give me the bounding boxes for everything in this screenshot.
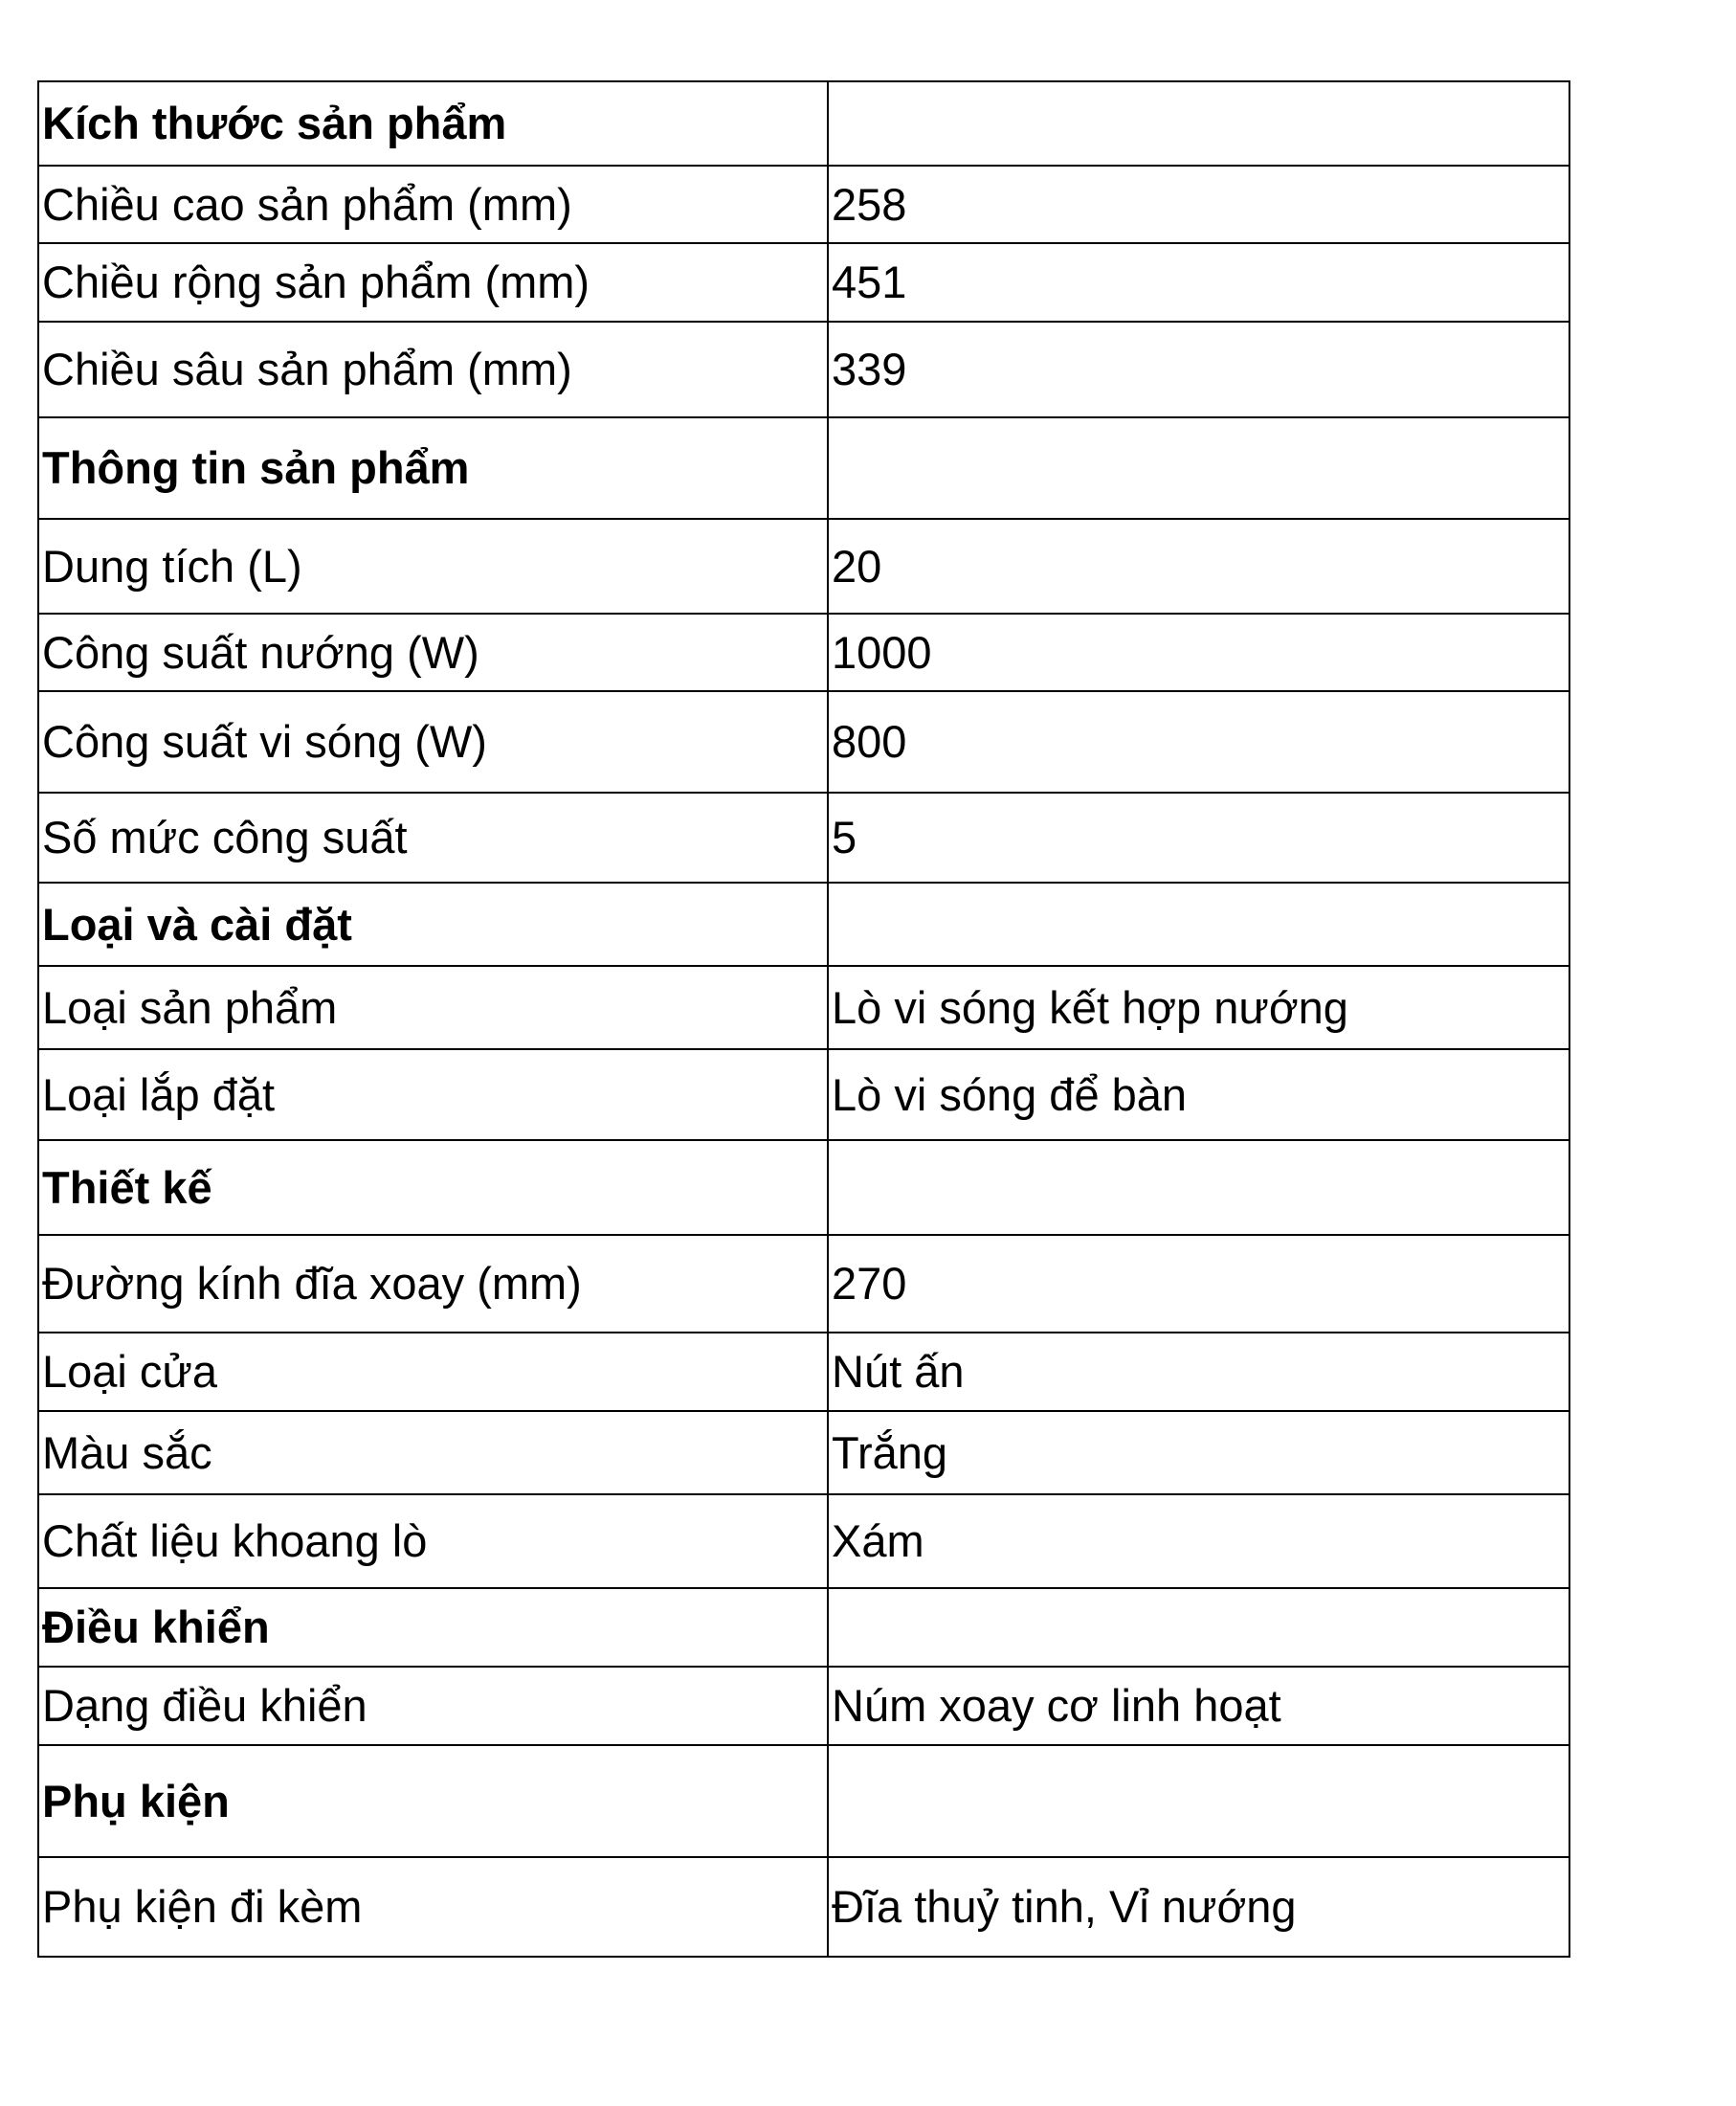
spec-row [38,243,1569,322]
spec-value: Trắng [828,1411,1569,1494]
spec-label: Chiều sâu sản phẩm (mm) [38,322,828,417]
spec-value: Núm xoay cơ linh hoạt [828,1667,1569,1745]
spec-label: Dạng điều khiển [38,1667,828,1745]
spec-label: Màu sắc [38,1411,828,1494]
spec-label: Chiều cao sản phẩm (mm) [38,166,828,243]
spec-row [38,1494,1569,1588]
spec-value: Nút ấn [828,1333,1569,1411]
section-header-row [38,1140,1569,1235]
spec-label: Phụ kiện đi kèm [38,1857,828,1957]
spec-table [37,80,1570,1958]
spec-row [38,1857,1569,1957]
spec-row [38,1411,1569,1494]
spec-row [38,614,1569,691]
section-empty-cell [828,417,1569,519]
section-title: Loại và cài đặt [38,883,828,966]
section-empty-cell [828,81,1569,166]
spec-label: Dung tích (L) [38,519,828,614]
spec-row [38,793,1569,883]
section-title: Thiết kế [38,1140,828,1235]
spec-row [38,691,1569,793]
spec-value: 800 [828,691,1569,793]
section-header-row [38,1588,1569,1667]
spec-row [38,1235,1569,1333]
section-title: Kích thước sản phẩm [38,81,828,166]
spec-value: 20 [828,519,1569,614]
spec-row [38,1333,1569,1411]
section-empty-cell [828,1588,1569,1667]
spec-label: Loại sản phẩm [38,966,828,1049]
spec-value: 258 [828,166,1569,243]
section-header-row [38,81,1569,166]
spec-value: Lò vi sóng kết hợp nướng [828,966,1569,1049]
spec-value: Lò vi sóng để bàn [828,1049,1569,1140]
spec-value: Xám [828,1494,1569,1588]
spec-label: Số mức công suất [38,793,828,883]
spec-row [38,519,1569,614]
spec-label: Công suất nướng (W) [38,614,828,691]
section-title: Phụ kiện [38,1745,828,1857]
spec-value: 451 [828,243,1569,322]
spec-label: Loại cửa [38,1333,828,1411]
spec-row [38,966,1569,1049]
spec-row [38,1049,1569,1140]
section-empty-cell [828,1140,1569,1235]
spec-row [38,1667,1569,1745]
section-title: Thông tin sản phẩm [38,417,828,519]
spec-value: 1000 [828,614,1569,691]
section-empty-cell [828,883,1569,966]
spec-label: Công suất vi sóng (W) [38,691,828,793]
spec-label: Chất liệu khoang lò [38,1494,828,1588]
spec-label: Chiều rộng sản phẩm (mm) [38,243,828,322]
spec-label: Đường kính đĩa xoay (mm) [38,1235,828,1333]
spec-table-body [38,81,1569,1957]
spec-value: 5 [828,793,1569,883]
spec-value: 339 [828,322,1569,417]
section-header-row [38,1745,1569,1857]
section-empty-cell [828,1745,1569,1857]
section-title: Điều khiển [38,1588,828,1667]
spec-row [38,322,1569,417]
spec-value: 270 [828,1235,1569,1333]
spec-label: Loại lắp đặt [38,1049,828,1140]
spec-value: Đĩa thuỷ tinh, Vỉ nướng [828,1857,1569,1957]
section-header-row [38,883,1569,966]
spec-row [38,166,1569,243]
section-header-row [38,417,1569,519]
